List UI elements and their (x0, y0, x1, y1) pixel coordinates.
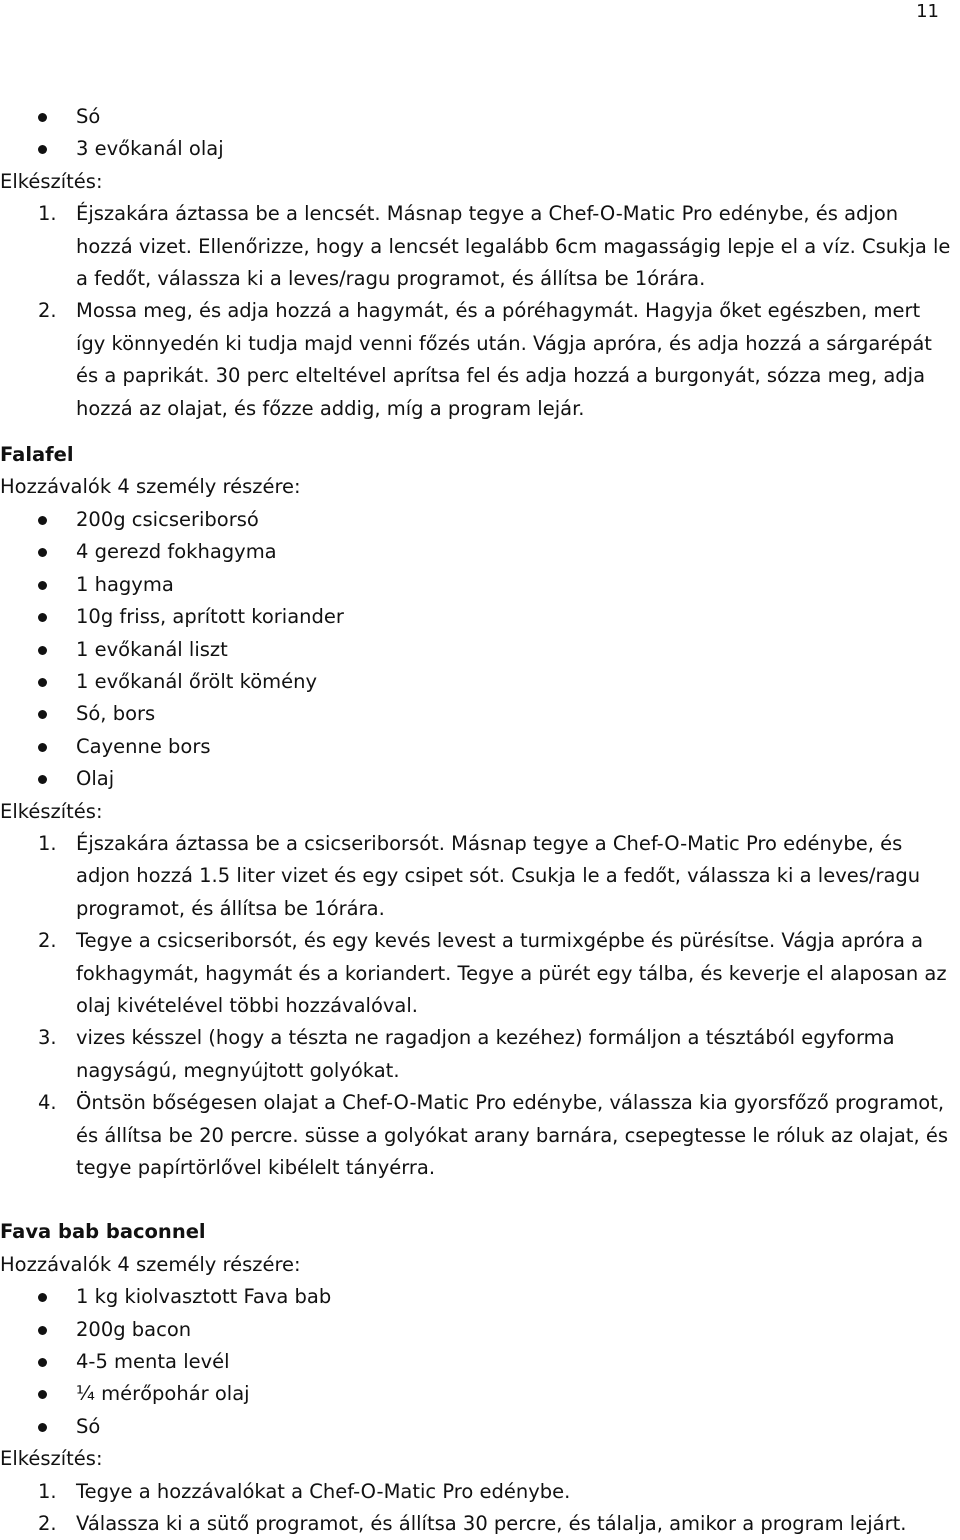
list-item: 2. Mossa meg, és adja hozzá a hagymát, és a póréhagymát. Hagyja őket egészben, mert így könnyedén ki tudja majd venni főzés után. Vágja apróra, és adja hozzá a sárgarépát és a paprikát. 30 perc elteltével aprítsa fel és adja hozzá a burgonyát, sózza meg, adja hozzá az olajat, és főzze addig, míg a program lejár. (0, 295, 960, 425)
recipe-title-falafel: Falafel (0, 443, 74, 467)
step-number: 1. (38, 1479, 57, 1503)
bullet-icon (38, 516, 47, 525)
bullet-icon (38, 581, 47, 590)
list-item: 1. Éjszakára áztassa be a csicseriborsót. Másnap tegye a Chef-O-Matic Pro edénybe, és adjon hozzá 1.5 liter vizet és egy csipet sót. Csukja le a fedőt, válassza ki a leves/ragu programot, és állítsa be 1órára. (0, 828, 960, 925)
bullet-icon (38, 1390, 47, 1399)
ingredients-label: Hozzávalók 4 személy részére: (0, 1252, 301, 1276)
list-item: 200g bacon (0, 1314, 960, 1346)
list-item: 1. Éjszakára áztassa be a lencsét. Másnap tegye a Chef-O-Matic Pro edénybe, és adjon hozzá vizet. Ellenőrizze, hogy a lencsét legalább 6cm magasságig lepje el a víz. Csukja le a fedőt, válassza ki a leves/ragu programot, és állítsa be 1órára. (0, 198, 960, 295)
list-item: ¼ mérőpohár olaj (0, 1378, 960, 1410)
step-number: 1. (38, 831, 57, 855)
bullet-icon (38, 113, 47, 122)
page-number: 11 (916, 1, 939, 22)
bullet-icon (38, 646, 47, 655)
bullet-icon (38, 743, 47, 752)
list-item: 1 evőkanál őrölt kömény (0, 666, 960, 698)
bullet-icon (38, 1293, 47, 1302)
steps-list-falafel (0, 828, 960, 1184)
prep-label: Elkészítés: (0, 169, 103, 193)
steps-list-fava (0, 1476, 960, 1540)
recipe-title-fava: Fava bab baconnel (0, 1220, 206, 1244)
list-item: 200g csicseriborsó (0, 504, 960, 536)
list-item: 4 gerezd fokhagyma (0, 536, 960, 568)
list-item: 1 hagyma (0, 569, 960, 601)
prep-label: Elkészítés: (0, 1447, 103, 1471)
list-item: 4. Öntsön bőségesen olajat a Chef-O-Matic Pro edénybe, válassza kia gyorsfőző programot, és állítsa be 20 percre. süsse a golyókat arany barnára, csepegtesse le róluk az olajat, és tegye papírtörlővel kibélelt tányérra. (0, 1087, 960, 1184)
bullet-icon (38, 1358, 47, 1367)
prep-label: Elkészítés: (0, 799, 103, 823)
bullet-icon (38, 1326, 47, 1335)
step-number: 2. (38, 929, 57, 953)
list-item: 1 evőkanál liszt (0, 634, 960, 666)
list-item: Cayenne bors (0, 731, 960, 763)
list-item: Só (0, 1411, 960, 1443)
list-item: 2. Tegye a csicseriborsót, és egy kevés levest a turmixgépbe és pürésítse. Vágja apróra a fokhagymát, hagymát és a koriandert. Tegye a pürét egy tálba, és keverje el alaposan az olaj kivételével többi hozzávalóval. (0, 925, 960, 1022)
step-number: 3. (38, 1026, 57, 1050)
list-item: 1 kg kiolvasztott Fava bab (0, 1281, 960, 1313)
bullet-icon (38, 145, 47, 154)
list-item: 1. Tegye a hozzávalókat a Chef-O-Matic Pro edénybe. (0, 1476, 960, 1508)
list-item: 4-5 menta levél (0, 1346, 960, 1378)
bullet-icon (38, 678, 47, 687)
ingredient-list-falafel (0, 504, 960, 796)
step-number: 1. (38, 202, 57, 226)
bullet-icon (38, 1423, 47, 1432)
list-item: Só, bors (0, 698, 960, 730)
steps-list-continued (0, 198, 960, 425)
bullet-icon (38, 710, 47, 719)
bullet-icon (38, 548, 47, 557)
ingredients-label: Hozzávalók 4 személy részére: (0, 475, 301, 499)
bullet-icon (38, 775, 47, 784)
list-item: 3 evőkanál olaj (0, 133, 960, 165)
list-item: 10g friss, aprított koriander (0, 601, 960, 633)
list-item: 2. Válassza ki a sütő programot, és állítsa 30 percre, és tálalja, amikor a program lejárt. (0, 1508, 960, 1540)
list-item: Olaj (0, 763, 960, 795)
ingredient-list-fava (0, 1281, 960, 1443)
bullet-icon (38, 613, 47, 622)
document-body (0, 101, 960, 1540)
list-item: 3. vizes késszel (hogy a tészta ne ragadjon a kezéhez) formáljon a tésztából egyforma nagyságú, megnyújtott golyókat. (0, 1022, 960, 1087)
ingredient-list-continued (0, 101, 960, 166)
step-number: 2. (38, 299, 57, 323)
step-number: 2. (38, 1512, 57, 1536)
list-item: Só (0, 101, 960, 133)
step-number: 4. (38, 1091, 57, 1115)
